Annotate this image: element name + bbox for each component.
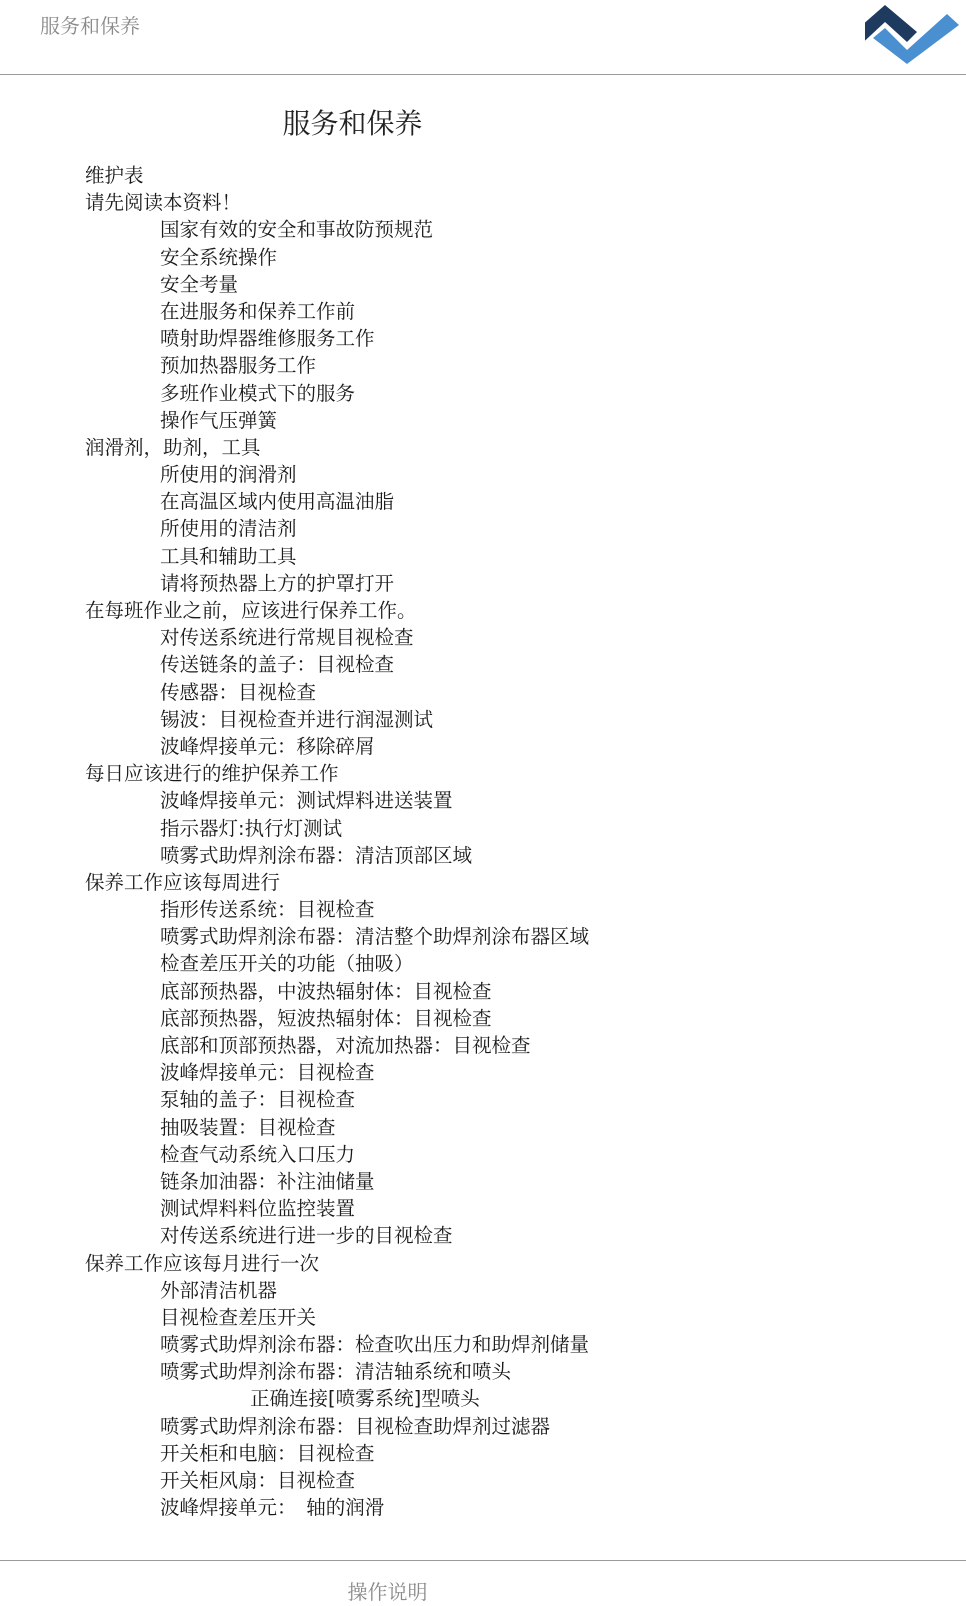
header-divider [0,74,966,75]
toc-item[interactable]: 传送链条的盖子：目视检查 [160,653,395,677]
toc-item[interactable]: 检查气动系统入口压力 [160,1142,356,1166]
toc-item[interactable]: 所使用的清洁剂 [160,517,297,541]
toc-section-heading[interactable]: 保养工作应该每月进行一次 [85,1251,320,1275]
toc-item[interactable]: 底部预热器，短波热辐射体：目视检查 [160,1006,492,1030]
toc-section-heading[interactable]: 每日应该进行的维护保养工作 [85,762,339,786]
toc-item[interactable]: 抽吸装置：目视检查 [160,1115,336,1139]
toc-item[interactable]: 国家有效的安全和事故防预规范 [160,218,434,242]
toc-item[interactable]: 预加热器服务工作 [160,354,317,378]
company-logo [865,0,965,64]
toc-item[interactable]: 波峰焊接单元：移除碎屑 [160,734,375,758]
toc-item[interactable]: 目视检查差压开关 [160,1305,317,1329]
toc-item[interactable]: 波峰焊接单元： 轴的润滑 [160,1496,385,1520]
toc-item[interactable]: 安全考量 [160,272,239,296]
toc-section-heading[interactable]: 在每班作业之前，应该进行保养工作。 [85,599,417,622]
toc-section-heading[interactable]: 请先阅读本资料！ [85,191,242,215]
footer-text: 操作说明 [347,1580,428,1604]
page-title: 服务和保养 [282,107,423,140]
toc-item[interactable]: 底部和顶部预热器，对流加热器：目视检查 [160,1034,531,1057]
toc-item[interactable]: 波峰焊接单元：测试焊料进送装置 [160,789,453,813]
header-title: 服务和保养 [40,14,140,38]
toc-item[interactable]: 外部清洁机器 [160,1278,278,1302]
toc-item[interactable]: 检查差压开关的功能（抽吸） [160,952,414,976]
toc-item[interactable]: 正确连接[喷雾系统]型喷头 [250,1387,480,1411]
footer-divider [0,1560,966,1561]
toc-item[interactable]: 操作气压弹簧 [160,408,278,432]
toc-section-heading[interactable]: 维护表 [85,164,144,187]
toc-item[interactable]: 喷射助焊器维修服务工作 [160,327,375,351]
toc-item[interactable]: 在高温区域内使用高温油脂 [160,490,395,514]
toc-item[interactable]: 底部预热器，中波热辐射体：目视检查 [160,979,492,1003]
toc-item[interactable]: 开关柜风扇：目视检查 [160,1469,356,1492]
toc-item[interactable]: 工具和辅助工具 [160,544,297,568]
toc-item[interactable]: 安全系统操作 [160,245,278,269]
toc-item[interactable]: 对传送系统进行常规目视检查 [160,626,414,650]
toc-section-heading[interactable]: 保养工作应该每周进行 [85,870,281,894]
toc-item[interactable]: 指示器灯:执行灯测试 [160,816,343,840]
toc-item[interactable]: 锡波：目视检查并进行润湿测试 [160,707,434,731]
toc-item[interactable]: 喷雾式助焊剂涂布器：检查吹出压力和助焊剂储量 [160,1333,590,1357]
toc-item[interactable]: 测试焊料料位监控装置 [160,1197,356,1221]
toc-item[interactable]: 喷雾式助焊剂涂布器：清洁顶部区域 [160,843,473,867]
toc-item[interactable]: 开关柜和电脑：目视检查 [160,1441,375,1465]
toc-item[interactable]: 对传送系统进行进一步的目视检查 [160,1224,453,1248]
toc-item[interactable]: 喷雾式助焊剂涂布器：清洁整个助焊剂涂布器区域 [160,925,590,949]
toc-item[interactable]: 喷雾式助焊剂涂布器：目视检查助焊剂过滤器 [160,1414,551,1438]
toc-item[interactable]: 在进服务和保养工作前 [160,299,356,323]
toc-item[interactable]: 指形传送系统：目视检查 [160,898,375,922]
toc-item[interactable]: 链条加油器：补注油储量 [160,1169,375,1193]
toc-item[interactable]: 波峰焊接单元：目视检查 [160,1061,375,1085]
table-of-contents [85,162,945,1521]
toc-item[interactable]: 请将预热器上方的护罩打开 [160,571,395,595]
toc-item[interactable]: 传感器：目视检查 [160,680,317,704]
toc-item[interactable]: 多班作业模式下的服务 [160,381,356,405]
toc-item[interactable]: 喷雾式助焊剂涂布器：清洁轴系统和喷头 [160,1360,512,1384]
toc-item[interactable]: 所使用的润滑剂 [160,463,297,487]
toc-section-heading[interactable]: 润滑剂，助剂，工具 [85,435,261,459]
toc-item[interactable]: 泵轴的盖子：目视检查 [160,1088,356,1112]
